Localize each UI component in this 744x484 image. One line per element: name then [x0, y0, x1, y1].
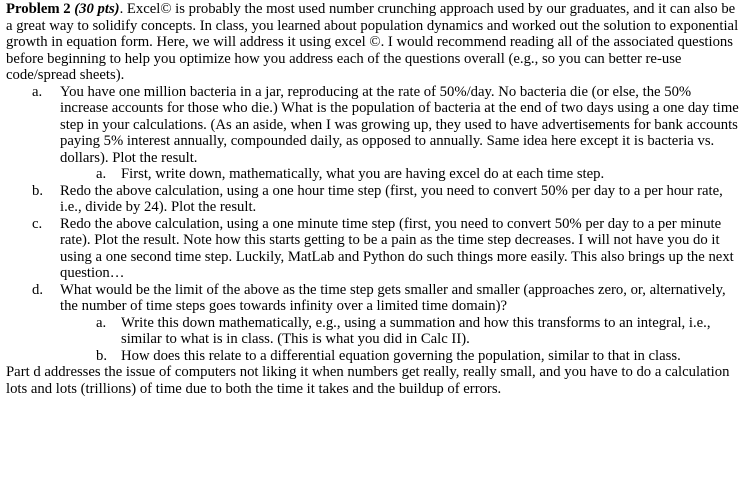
question-a-marker: a. — [32, 83, 43, 100]
question-a-text: You have one million bacteria in a jar, reproducing at the rate of 50%/day. No bacteria die (or else, the 50% increase accounts for those who die.) What is the population of bacteria at the end of two days using a one day time step in your calculations. (As an aside, when I was growing up, they used to have advertisements for bank accounts paying 5% interest annually, compounded daily, as opposed to annually. Same idea here except it is bacteria vs. dollars). Plot the result. — [60, 83, 739, 166]
problem-points: (30 pts) — [74, 1, 120, 17]
question-b-text: Redo the above calculation, using a one hour time step (first, you need to convert 50% per day to a per hour rate, i.e., divide by 24). Plot the result. — [60, 182, 723, 215]
question-d-sub-a — [6, 315, 740, 348]
question-b — [6, 183, 740, 216]
question-a-sub-a-text: First, write down, mathematically, what you are having excel do at each time step. — [121, 166, 605, 182]
problem-intro-text: . Excel© is probably the most used number crunching approach used by our graduates, and it can also be a great way to solidify concepts. In class, you learned about population dynamics and worked out the solution to exponential growth in equation form. Here, we will address it using excel ©. I would recommend reading all of the associated questions before beginning to help you optimize how you address each of the questions overall (e.g., so you can better re-use code/spread sheets). — [6, 1, 739, 83]
question-d-sub-b — [6, 348, 740, 365]
question-d-text: What would be the limit of the above as the time step gets smaller and smaller (approaches zero, or, alternatively, the number of time steps goes towards infinity over a limited time domain)? — [60, 281, 726, 314]
question-c-text: Redo the above calculation, using a one minute time step (first, you need to convert 50% per day to a per minute rate). Plot the result. Note how this starts getting to be a pain as the time step decreases. I will not have you do it using a one second time step. Luckily, MatLab and Python do such things more easily. This also brings up the next question… — [60, 215, 734, 281]
question-a-sub-a-marker: a. — [96, 166, 107, 182]
question-d-sub-b-marker: b. — [96, 347, 108, 364]
question-d-marker: d. — [32, 281, 44, 298]
question-d — [6, 282, 740, 315]
question-d-sub-a-text: Write this down mathematically, e.g., using a summation and how this transforms to an integral, i.e., similar to what is in class. (This is what you did in Calc II). — [121, 314, 711, 347]
question-d-sub-a-marker: a. — [96, 314, 107, 331]
closing-paragraph: Part d addresses the issue of computers not liking it when numbers get really, really small, and you have to do a calculation lots and lots (trillions) of time due to both the time it takes and the buildup of errors. — [6, 364, 730, 397]
question-b-marker: b. — [32, 182, 44, 199]
question-c — [6, 216, 740, 282]
problem-intro-paragraph — [6, 1, 740, 84]
question-d-sub-b-text: How does this relate to a differential equation governing the population, similar to that in class. — [121, 347, 681, 364]
question-a — [6, 84, 740, 167]
question-c-marker: c. — [32, 215, 43, 232]
problem-number: Problem 2 — [6, 1, 71, 17]
question-a-sub-a — [6, 166, 740, 183]
